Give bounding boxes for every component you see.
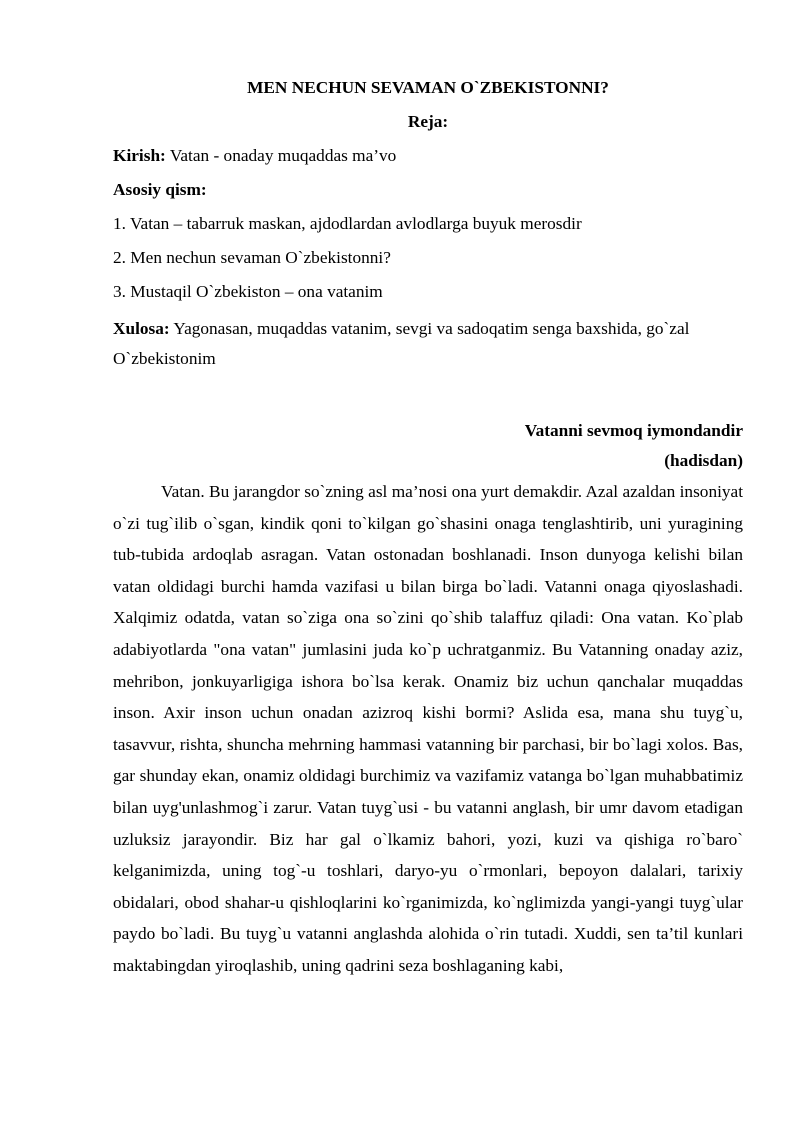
main-heading: Asosiy qism: — [113, 180, 207, 199]
plan-item-3: 3. Mustaqil O`zbekiston – ona vatanim — [113, 282, 383, 301]
epigraph-quote: Vatanni sevmoq iymondandir — [524, 421, 743, 440]
plan-item-1: 1. Vatan – tabarruk maskan, ajdodlardan avlodlarga buyuk merosdir — [113, 214, 582, 233]
plan-heading: Reja: — [407, 112, 449, 131]
plan-item-2: 2. Men nechun sevaman O`zbekistonni? — [113, 248, 391, 267]
body-paragraph: Vatan. Bu jarangdor so`zning asl ma’nosi ona yurt demakdir. Azal azaldan insoniyat o`zi tug`ilib o`sgan, kindik qoni to`kilgan go`shasini onaga tenglashtirib, uni yuragining tub-tubida ardoqlab asragan. Vatan ostonadan boshlanadi. Inson dunyoga kelishi bilan vatan oldidagi burchi hamda vazifasi u bilan birga bo`ladi. Vatanni onaga qiyoslashadi. Xalqimiz odatda, vatan so`ziga ona so`zini qo`shib talaffuz qiladi: Ona vatan. Ko`plab adabiyotlarda "ona vatan" jumlasini juda ko`p uchratganmiz. Bu Vatanning onaday aziz, mehribon, jonkuyarligiga ishora bo`lsa kerak. Onamiz biz uchun qanchalar muqaddas inson. Axir inson uchun onadan azizroq kishi bormi? Aslida esa, mana shu tuyg`u, tasavvur, rishta, shuncha mehrning hammasi vatanning bir parchasi, bir bo`lagi xolos. Bas, gar shunday ekan, onamiz oldidagi burchimiz va vazifamiz vatanga bo`lgan muhabbatimiz bilan uyg'unlashmog`i zarur. Vatan tuyg`usi - bu vatanni anglash, bir umr davom etadigan uzluksiz jarayondir. Biz har gal o`lkamiz bahori, yozi, kuzi va qishiga ro`baro` kelganimizda, uning tog`-u toshlari, daryo-yu o`rmonlari, bepoyon dalalari, tarixiy obidalari, obod shahar-u qishloqlarini ko`rganimizda, ko`nglimizda yangi-yangi tuyg`ular paydo bo`ladi. Bu tuyg`u vatanni anglashda alohida o`rin tutadi. Xuddi, sen ta’til kunlari maktabingdan yiroqlashib, uning qadrini seza boshlaganing kabi, — [113, 482, 743, 975]
epigraph-source: (hadisdan) — [664, 451, 743, 470]
intro-label: Kirish: — [113, 146, 166, 165]
section-spacer — [113, 374, 743, 416]
document-page — [113, 76, 743, 982]
intro-text: Vatan - onaday muqaddas ma’vo — [165, 146, 397, 165]
main-heading-line — [113, 178, 743, 202]
document-title: MEN NECHUN SEVAMAN O`ZBEKISTONNI? — [247, 78, 609, 97]
intro-line — [113, 144, 743, 168]
conclusion-text: Yagonasan, muqaddas vatanim, sevgi va sadoqatim senga baxshida, go`zal O`zbekistonim — [113, 319, 690, 368]
conclusion-line — [113, 314, 743, 374]
conclusion-label: Xulosa: — [113, 319, 170, 338]
